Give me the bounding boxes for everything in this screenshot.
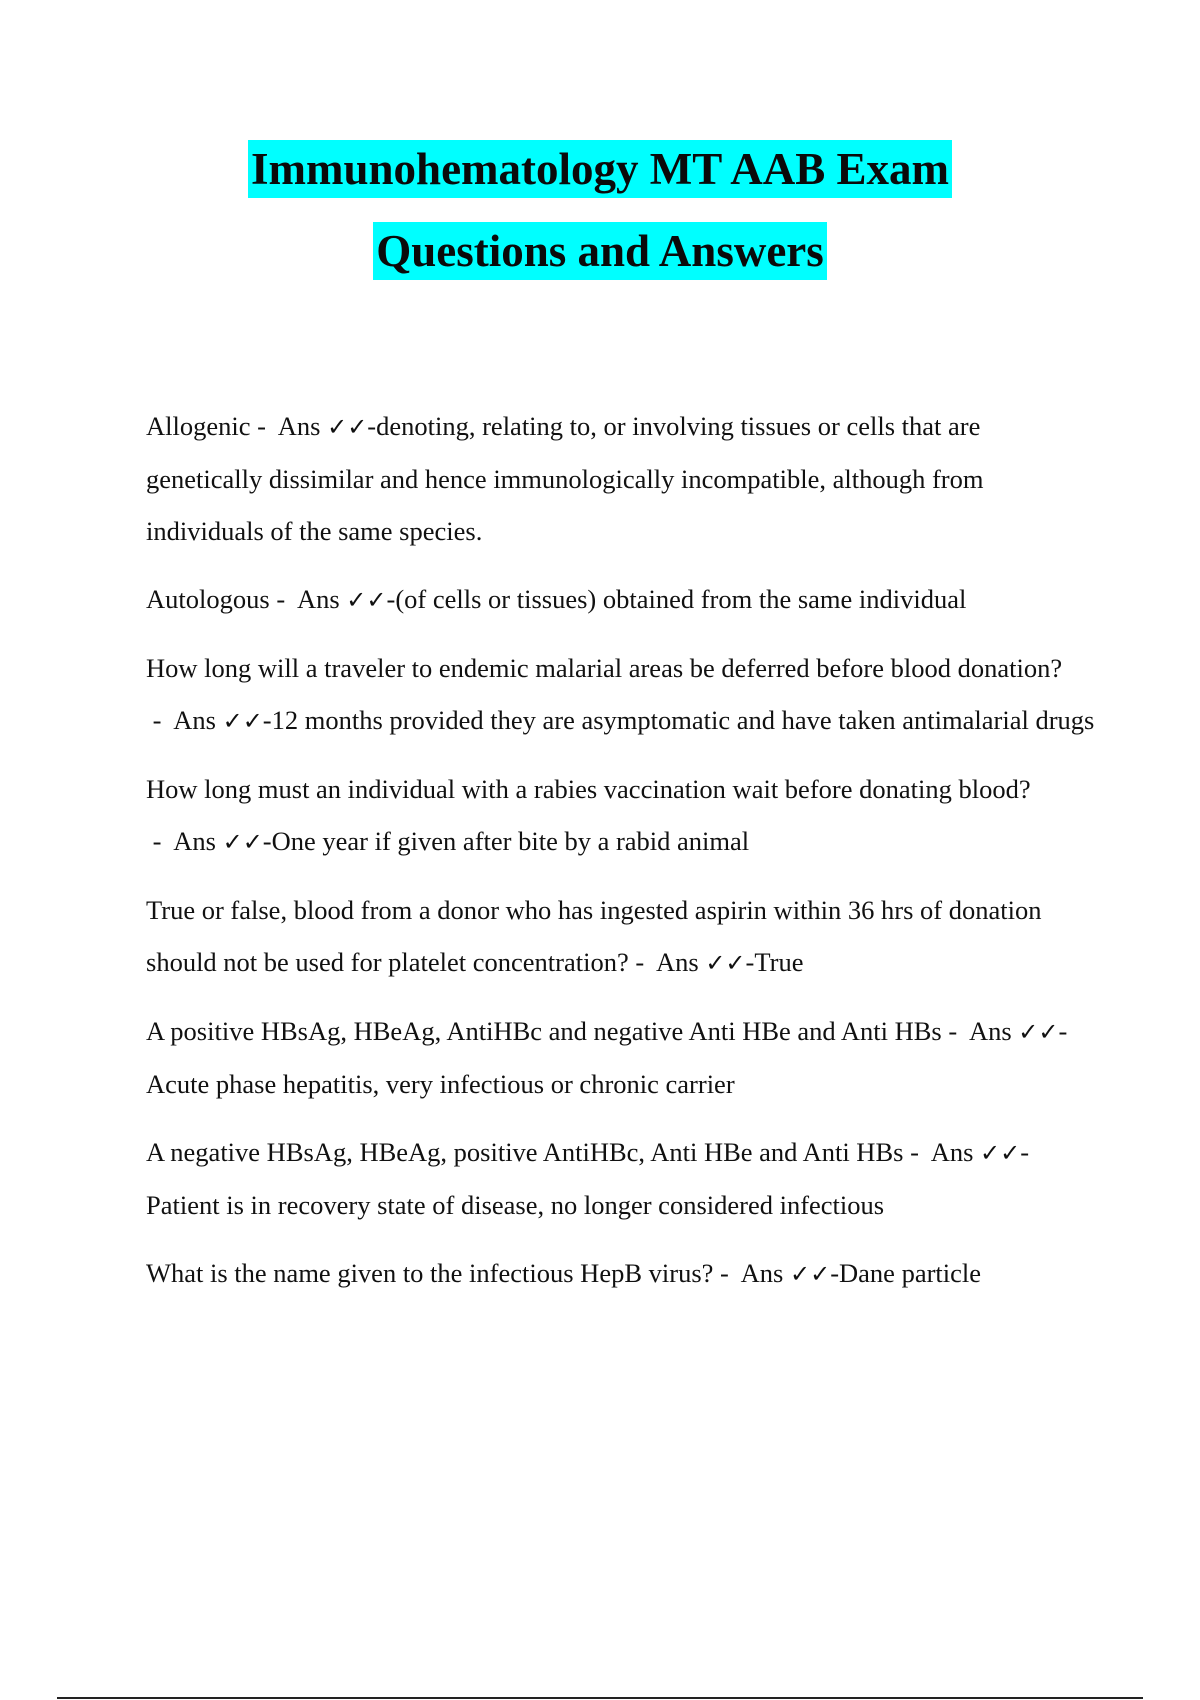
answer-text: True <box>754 947 804 977</box>
question-text: How long must an individual with a rabies vaccination wait before donating blood? <box>146 774 1031 804</box>
double-check-icon: ✓✓ <box>1018 1018 1059 1046</box>
answer-prefix: Ans <box>740 1258 784 1288</box>
double-check-icon: ✓✓ <box>980 1139 1021 1167</box>
double-check-icon: ✓✓ <box>789 1260 831 1288</box>
answer-prefix: Ans <box>173 705 216 735</box>
answer-prefix: Ans <box>655 947 699 977</box>
double-check-icon: ✓✓ <box>705 949 746 977</box>
qa-item: What is the name given to the infectious HepB virus? - Ans ✓✓-Dane particle <box>146 1258 982 1288</box>
answer-text: One year if given after bite by a rabid animal <box>271 826 750 856</box>
qa-item: Allogenic - Ans ✓✓-denoting, relating to, or involving tissues or cells that are genetically dissimilar and hence immunologically incompatible, although from individuals of the same species. <box>146 411 984 546</box>
qa-item: How long must an individual with a rabies vaccination wait before donating blood? - Ans ✓✓-One year if given after bite by a rabid animal <box>146 774 1031 856</box>
answer-text: (of cells or tissues) obtained from the same individual <box>395 584 967 614</box>
question-text: What is the name given to the infectious HepB virus? <box>146 1258 714 1288</box>
answer-prefix: Ans <box>930 1137 974 1167</box>
double-check-icon: ✓✓ <box>222 707 263 735</box>
document-title <box>0 140 1200 304</box>
qa-item: True or false, blood from a donor who has ingested aspirin within 36 hrs of donation should not be used for platelet concentration? - Ans ✓✓-True <box>146 895 1042 977</box>
question-text: A positive HBsAg, HBeAg, AntiHBc and negative Anti HBe and Anti HBs <box>146 1016 942 1046</box>
question-text: Autologous <box>146 584 270 614</box>
qa-item: Autologous - Ans ✓✓-(of cells or tissues) obtained from the same individual <box>146 584 967 614</box>
title-row-1 <box>0 140 1200 198</box>
qa-item: How long will a traveler to endemic malarial areas be deferred before blood donation? - Ans ✓✓-12 months provided they are asymptomatic and have taken antimalarial drugs <box>146 653 1095 735</box>
answer-text: denoting, relating to, or involving tissues or cells that are genetically dissimilar and hence immunologically incompatible, although from individuals of the same species. <box>146 411 984 546</box>
question-text: Allogenic <box>146 411 251 441</box>
title-line-1: Immunohematology MT AAB Exam <box>248 140 952 198</box>
qa-item: A negative HBsAg, HBeAg, positive AntiHBc, Anti HBe and Anti HBs - Ans ✓✓-Patient is in recovery state of disease, no longer considered infectious <box>146 1137 1030 1220</box>
question-text: How long will a traveler to endemic malarial areas be deferred before blood donation? <box>146 653 1063 683</box>
qa-list <box>146 400 1096 1316</box>
answer-prefix: Ans <box>277 411 321 441</box>
answer-prefix: Ans <box>968 1016 1012 1046</box>
answer-text: Patient is in recovery state of disease, no longer considered infectious <box>146 1190 885 1220</box>
qa-item: A positive HBsAg, HBeAg, AntiHBc and negative Anti HBe and Anti HBs - Ans ✓✓-Acute phase hepatitis, very infectious or chronic carrier <box>146 1016 1068 1099</box>
answer-text: Dane particle <box>839 1258 982 1288</box>
question-text: A negative HBsAg, HBeAg, positive AntiHBc, Anti HBe and Anti HBs <box>146 1137 904 1167</box>
title-row-2 <box>0 222 1200 280</box>
answer-prefix: Ans <box>173 826 216 856</box>
double-check-icon: ✓✓ <box>327 413 368 441</box>
double-check-icon: ✓✓ <box>346 586 387 614</box>
title-line-2: Questions and Answers <box>373 222 827 280</box>
footer-divider <box>57 1697 1143 1699</box>
answer-prefix: Ans <box>296 584 340 614</box>
answer-text: Acute phase hepatitis, very infectious or chronic carrier <box>146 1069 735 1099</box>
double-check-icon: ✓✓ <box>222 828 263 856</box>
answer-text: 12 months provided they are asymptomatic and have taken antimalarial drugs <box>271 705 1095 735</box>
question-text: True or false, blood from a donor who has ingested aspirin within 36 hrs of donation should not be used for platelet concentration? <box>146 895 1042 977</box>
